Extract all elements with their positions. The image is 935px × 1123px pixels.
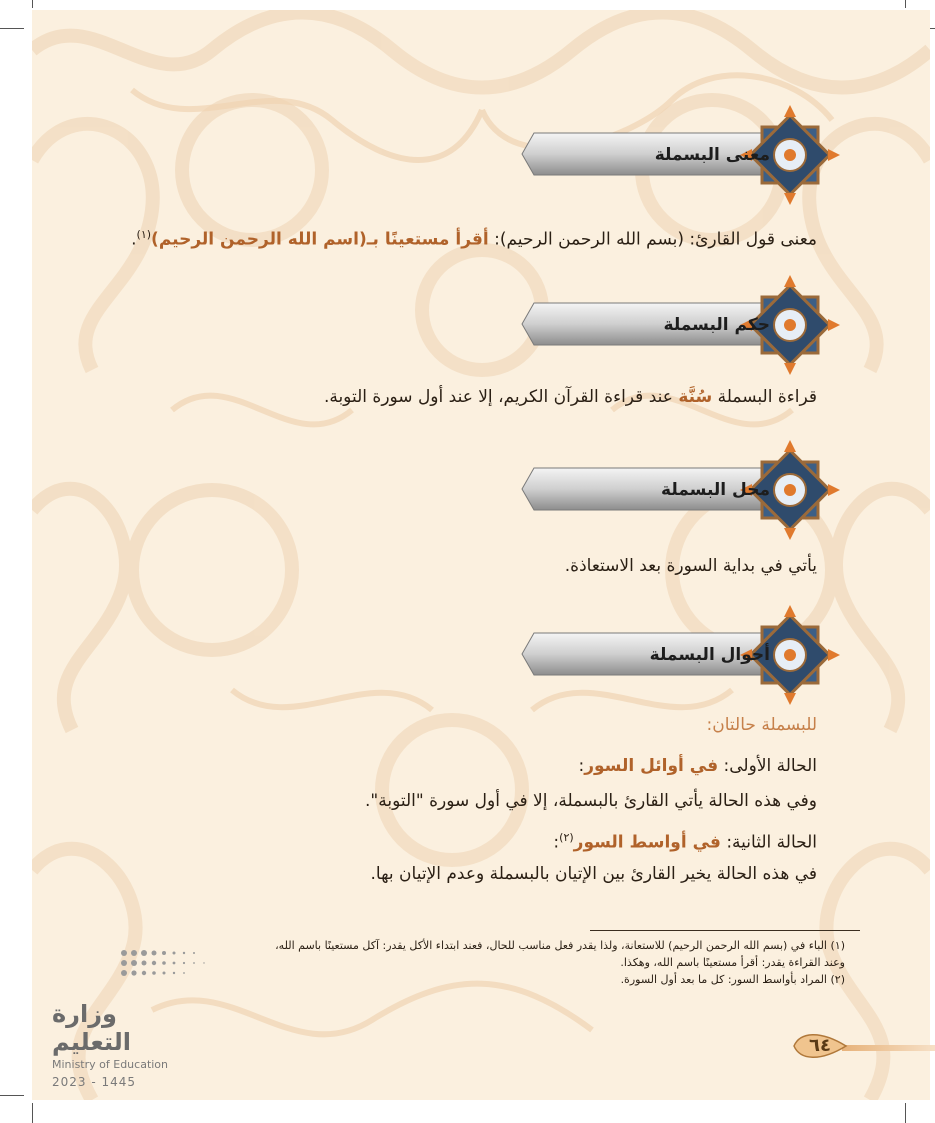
heading-title: أحوال البسملة [649,645,770,665]
first-case-label [578,753,817,779]
footnote-divider [590,930,860,931]
second-case-title: الحالة الثانية: [720,832,817,853]
crop-mark [32,0,33,8]
heading-title: معنى البسملة [654,145,770,165]
heading-meaning [520,105,820,205]
meaning-paragraph [131,222,817,253]
crop-mark [32,1103,33,1123]
heading-cases [520,605,820,705]
first-case-title: الحالة الأولى: [718,756,817,776]
page-number-badge [790,1028,850,1064]
heading-ruling [520,275,820,375]
first-case-text: وفي هذه الحالة يأتي القارئ بالبسملة، إلا في أول سورة "التوبة". [365,791,817,811]
crop-mark [905,0,906,8]
footnote-1: (١) الباء في (بسم الله الرحمن الرحيم) للاستعانة، ولذا يقدر فعل مناسب للحال، فعند ابتداء الأكل يقدر: آكل مستعينًا باسم الله، [275,939,845,952]
ruling-paragraph [324,384,817,410]
cases-intro: للبسملة حالتان: [706,715,817,735]
ruling-highlight: سُنَّة [678,387,713,407]
heading-title: محل البسملة [661,480,770,500]
crop-mark [0,1095,24,1096]
footnote-ref: (١) [136,228,152,241]
crop-mark [905,1103,906,1123]
second-case-label [553,825,817,856]
ruling-text-2: عند قراءة القرآن الكريم، إلا عند أول سورة التوبة. [323,387,679,407]
place-paragraph: يأتي في بداية السورة بعد الاستعاذة. [564,556,817,576]
page-number-bar [842,1045,935,1051]
meaning-highlight: أقرأ مستعينًا بـ(اسم الله الرحمن الرحيم) [151,229,489,250]
heading-title: حكم البسملة [663,315,770,335]
edition-year: 2023 - 1445 [52,1075,137,1089]
ministry-dot-logo [118,945,208,985]
crop-mark [0,28,24,29]
second-case-highlight: في أواسط السور [573,832,721,853]
ministry-english-name: Ministry of Education [52,1058,169,1071]
footnote-2: (٢) المراد بأواسط السور: كل ما بعد أول السورة. [620,973,845,986]
first-case-highlight: في أوائل السور [584,756,719,776]
second-case-colon: : [553,832,560,853]
footnote-1-continued: وعند القراءة يقدر: أقرأ مستعينًا باسم الله، وهكذا. [620,956,845,969]
second-case-text: في هذه الحالة يخير القارئ بين الإتيان بالبسملة وعدم الإتيان بها. [370,864,817,884]
ministry-branding [52,1000,202,1089]
ruling-text: قراءة البسملة [712,387,817,407]
meaning-text: معنى قول القارئ: (بسم الله الرحمن الرحيم): [488,229,817,250]
page-number: ٦٤ [809,1035,831,1056]
footnote-ref: (٢) [559,831,574,844]
heading-place [520,440,820,540]
ministry-arabic-name: وزارة التعليم [52,1000,131,1056]
meaning-end: . [131,229,137,250]
first-case-colon: : [578,756,585,776]
